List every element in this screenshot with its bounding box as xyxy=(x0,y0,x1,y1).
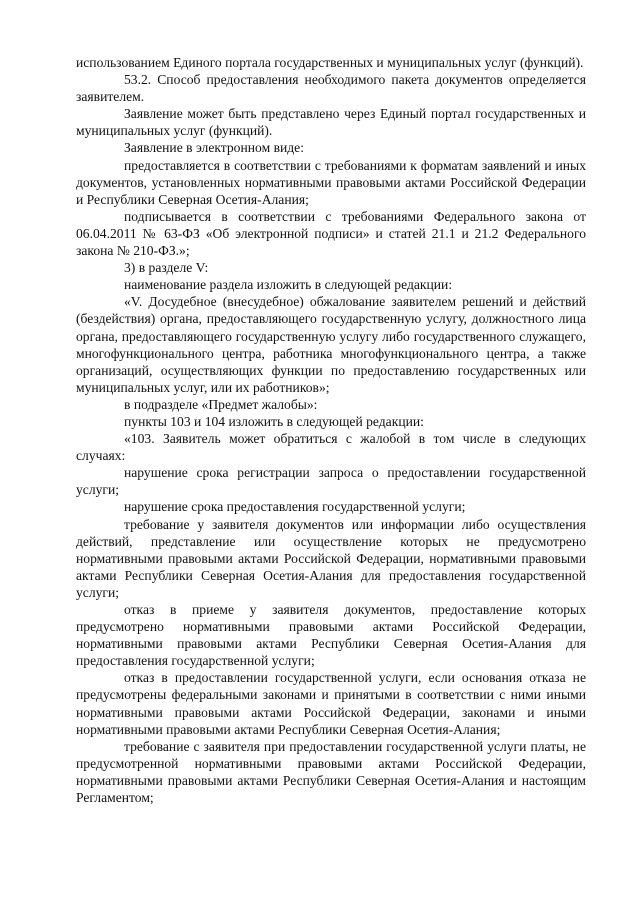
paragraph: использованием Единого портала государственных и муниципальных услуг (функций). xyxy=(76,55,584,70)
paragraph: «103. Заявитель может обратиться с жалобой в том числе в следующих случаях: xyxy=(76,431,586,464)
paragraph: нарушение срока предоставления государственной услуги; xyxy=(124,499,466,515)
paragraph: «V. Досудебное (внесудебное) обжалование заявителем решений и действий (бездействия) органа, предоставляющего государственную услугу, должностного лица органа, предоставляющего государственную услугу либо государственного служащего, многофункционального центра, работника многофункционального центра, а также организаций, осуществляющих функции по предоставлению государственных или муниципальных услуг, или их работников»; xyxy=(76,294,586,395)
document-body xyxy=(76,54,586,806)
paragraph: в подразделе «Предмет жалобы»: xyxy=(124,396,318,412)
paragraph: отказ в приеме у заявителя документов, предоставление которых предусмотрено нормативными правовыми актами Российской Федерации, нормативными правовыми актами Республики Северная Осетия-Алания для предоставления государственной услуги; xyxy=(76,602,586,669)
paragraph: требование у заявителя документов или информации либо осуществления действий, представление или осуществление которых не предусмотрено нормативными правовыми актами Российской Федерации, нормативными правовыми актами Республики Северная Осетия-Алания для предоставления государственной услуги; xyxy=(76,516,586,600)
paragraph: нарушение срока регистрации запроса о предоставлении государственной услуги; xyxy=(76,465,586,498)
paragraph: наименование раздела изложить в следующей редакции: xyxy=(124,277,453,293)
paragraph: Заявление в электронном виде: xyxy=(124,140,304,156)
paragraph: Заявление может быть представлено через Единый портал государственных и муниципальных услуг (функций). xyxy=(76,106,586,139)
paragraph: пункты 103 и 104 изложить в следующей редакции: xyxy=(124,413,424,429)
paragraph: требование с заявителя при предоставлении государственной услуги платы, не предусмотренной нормативными правовыми актами Российской Федерации, нормативными правовыми актами Республики Северная Осетия-Алания и настоящим Регламентом; xyxy=(76,738,586,806)
paragraph: подписывается в соответствии с требованиями Федерального закона от 06.04.2011 № 63-ФЗ «Об электронной подписи» и статей 21.1 и 21.2 Федерального закона № 210-ФЗ.»; xyxy=(76,208,586,259)
paragraph: 3) в разделе V: xyxy=(124,260,209,276)
paragraph: 53.2. Способ предоставления необходимого пакета документов определяется заявителем. xyxy=(76,72,586,105)
paragraph: отказ в предоставлении государственной услуги, если основания отказа не предусмотрены федеральными законами и принятыми в соответствии с ними иными нормативными правовыми актами Российской Федерации, законами и иными нормативными правовыми актами Республики Северная Осетия-Алания; xyxy=(76,670,586,737)
paragraph: предоставляется в соответствии с требованиями к форматам заявлений и иных документов, установленных нормативными правовыми актами Российской Федерации и Республики Северная Осетия-Алания; xyxy=(76,157,586,207)
